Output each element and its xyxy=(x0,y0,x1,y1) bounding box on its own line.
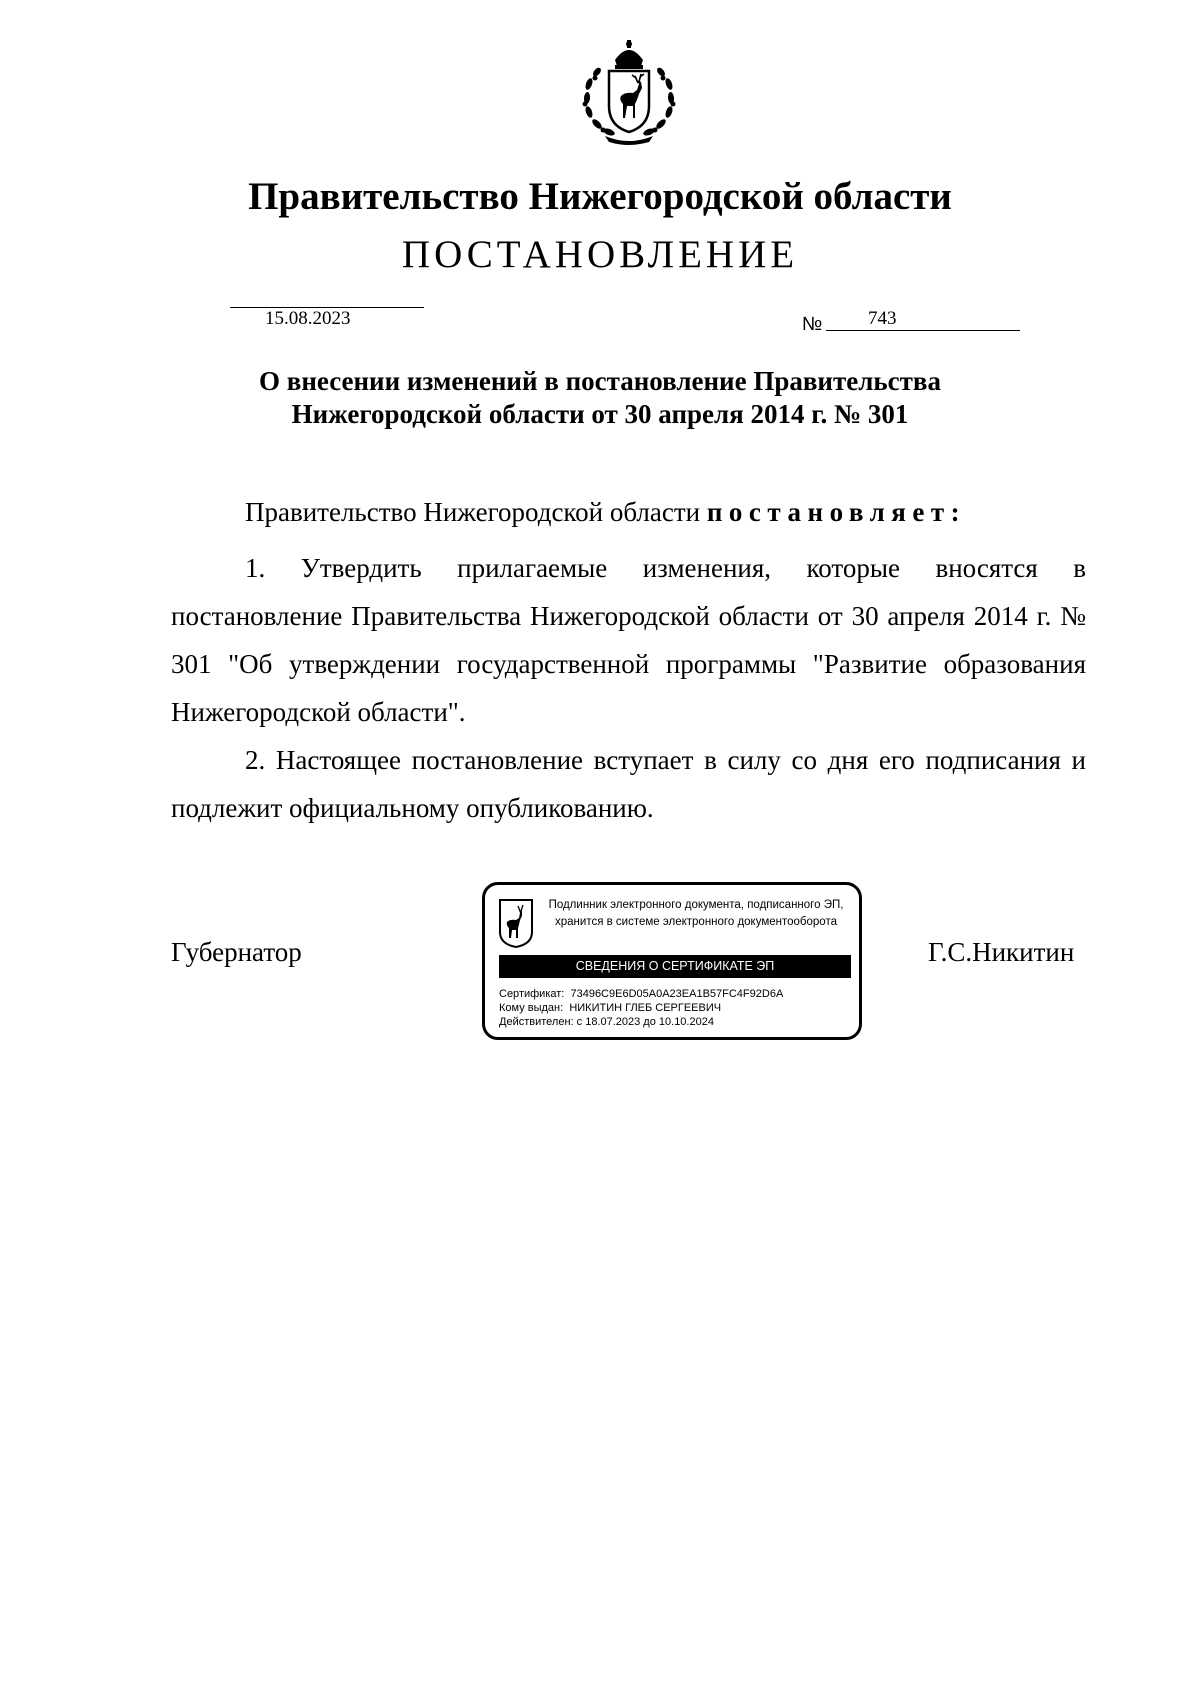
issued-to-label: Кому выдан: xyxy=(499,1002,564,1014)
certificate-value: 73496C9E6D05A0A23EA1B57FC4F92D6A xyxy=(570,988,784,1000)
date-underline xyxy=(230,307,424,308)
stamp-line-2: хранится в системе электронного документооборота xyxy=(555,916,837,928)
certificate-label: Сертификат: xyxy=(499,988,565,1000)
e-signature-stamp xyxy=(482,882,862,1040)
document-date: 15.08.2023 xyxy=(265,308,351,329)
document-number: 743 xyxy=(868,308,897,329)
organization-title: Правительство Нижегородской области xyxy=(248,175,952,218)
subject-line-1: О внесении изменений в постановление Правительства xyxy=(259,366,941,396)
signer-name: Г.С.Никитин xyxy=(928,937,1075,967)
decree-intro xyxy=(245,495,1086,529)
document-kind: ПОСТАНОВЛЕНИЕ xyxy=(401,233,799,276)
decree-word: постановляет xyxy=(706,497,951,527)
stamp-issued-row xyxy=(499,1001,721,1015)
stamp-line-1: Подлинник электронного документа, подписанного ЭП, xyxy=(548,899,844,911)
document-subject xyxy=(0,365,1200,431)
stamp-certificate-title: СВЕДЕНИЯ О СЕРТИФИКАТЕ ЭП xyxy=(499,955,851,978)
coat-of-arms-icon xyxy=(575,38,683,146)
paragraph-2: 2. Настоящее постановление вступает в силу со дня его подписания и подлежит официальному опубликованию. xyxy=(171,745,1086,823)
number-underline xyxy=(826,330,1020,331)
subject-line-2: Нижегородской области от 30 апреля 2014 г. № 301 xyxy=(291,399,909,429)
signer-position: Губернатор xyxy=(171,937,302,967)
number-sign: № xyxy=(802,314,823,335)
intro-prefix: Правительство Нижегородской области xyxy=(245,497,707,527)
issued-to-value: НИКИТИН ГЛЕБ СЕРГЕЕВИЧ xyxy=(569,1002,722,1014)
valid-value: с 18.07.2023 до 10.10.2024 xyxy=(576,1016,714,1028)
stamp-valid-row xyxy=(499,1015,714,1029)
stamp-certificate-row xyxy=(499,987,783,1001)
intro-colon: : xyxy=(950,497,960,527)
deer-emblem-icon xyxy=(498,898,534,948)
paragraph-1: 1. Утвердить прилагаемые изменения, которые вносятся в постановление Правительства Нижегородской области от 30 апреля 2014 г. № 301 "Об утверждении государственной программы "Развитие образования Нижегородской области". xyxy=(171,553,1086,727)
valid-label: Действителен: xyxy=(499,1016,574,1028)
